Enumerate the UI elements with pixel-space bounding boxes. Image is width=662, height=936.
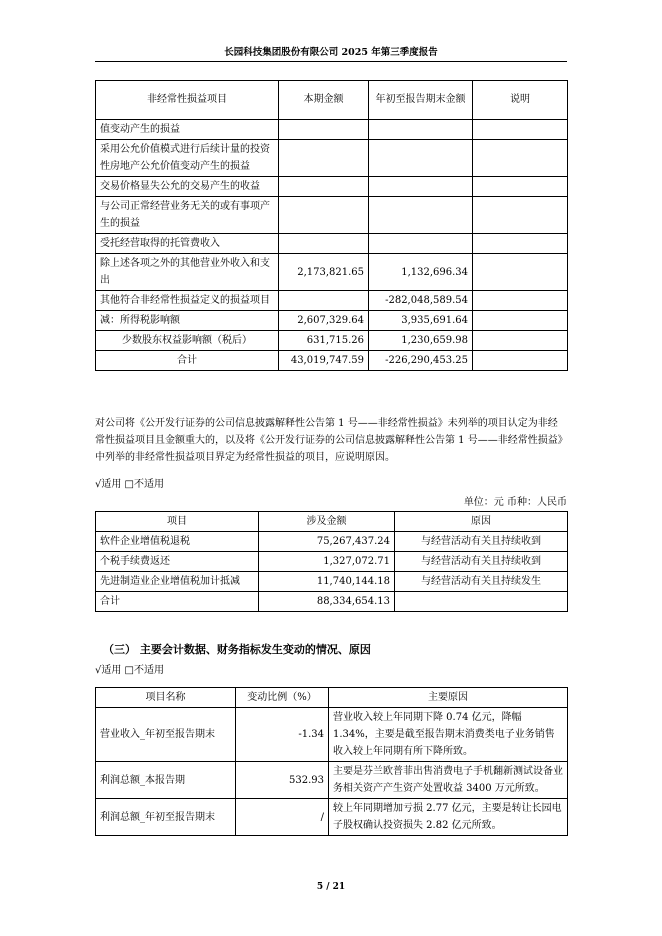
row-amount: 1,327,072.71 (259, 552, 395, 572)
unit-label: 单位：元 币种：人民币 (463, 497, 567, 508)
recurring-items-table (95, 511, 568, 612)
change-reasons-table (95, 687, 568, 836)
row-ytd: -226,290,453.25 (369, 351, 473, 371)
applicable-checkbox-line: √适用 □不适用 (95, 665, 164, 676)
row-reason: 营业收入较上年同期下降 0.74 亿元，降幅 1.34%，主要是截至报告期末消费类电子业务销售收入较上年同期有所下降所致。 (329, 708, 568, 762)
row-current (279, 197, 369, 234)
table-row (96, 120, 568, 140)
row-ytd (369, 234, 473, 254)
row-ytd (369, 120, 473, 140)
row-ytd (369, 177, 473, 197)
row-note (473, 234, 568, 254)
table-row (96, 799, 568, 836)
table-row (96, 234, 568, 254)
row-item: 少数股东权益影响额（税后） (96, 331, 279, 351)
row-reason: 主要是芬兰欧普菲出售消费电子手机翻新测试设备业务相关资产产生资产处置收益 3400 万元所致。 (329, 762, 568, 799)
row-ytd: 1,230,659.98 (369, 331, 473, 351)
row-ytd (369, 197, 473, 234)
row-note (473, 197, 568, 234)
row-item: 交易价格显失公允的交易产生的收益 (96, 177, 279, 197)
row-reason (395, 592, 568, 612)
section-title: （三） 主要会计数据、财务指标发生变动的情况、原因 (103, 643, 371, 656)
col-header-item: 项目名称 (96, 688, 236, 708)
row-item: 软件企业增值税退税 (96, 532, 259, 552)
table-header-row (96, 81, 568, 120)
col-header-item: 项目 (96, 512, 259, 532)
row-reason: 与经营活动有关且持续收到 (395, 532, 568, 552)
row-reason: 较上年同期增加亏损 2.77 亿元，主要是转让长园电子股权确认投资损失 2.82 亿元所致。 (329, 799, 568, 836)
row-item: 与公司正常经营业务无关的或有事项产生的损益 (96, 197, 279, 234)
table-row (96, 708, 568, 762)
row-note (473, 331, 568, 351)
table-row (96, 291, 568, 311)
row-current: 631,715.26 (279, 331, 369, 351)
col-header-ytd: 年初至报告期末金额 (369, 81, 473, 120)
row-item: 值变动产生的损益 (96, 120, 279, 140)
col-header-reason: 主要原因 (329, 688, 568, 708)
col-header-current: 本期金额 (279, 81, 369, 120)
row-reason: 与经营活动有关且持续收到 (395, 552, 568, 572)
applicable-checkbox-line: √适用 □不适用 (95, 479, 164, 490)
row-note (473, 140, 568, 177)
row-current: 43,019,747.59 (279, 351, 369, 371)
row-current: 2,173,821.65 (279, 254, 369, 291)
table-row (96, 140, 568, 177)
row-note (473, 254, 568, 291)
row-note (473, 291, 568, 311)
header-divider (95, 61, 567, 62)
row-amount: 88,334,654.13 (259, 592, 395, 612)
row-item: 除上述各项之外的其他营业外收入和支出 (96, 254, 279, 291)
row-item: 利润总额_本报告期 (96, 762, 236, 799)
table-row (96, 552, 568, 572)
row-current (279, 234, 369, 254)
table-row (96, 254, 568, 291)
col-header-ratio: 变动比例（%） (236, 688, 329, 708)
row-item: 营业收入_年初至报告期末 (96, 708, 236, 762)
table-row (96, 331, 568, 351)
col-header-amount: 涉及金额 (259, 512, 395, 532)
row-ratio: -1.34 (236, 708, 329, 762)
row-ytd: -282,048,589.54 (369, 291, 473, 311)
row-item: 先进制造业企业增值税加计抵减 (96, 572, 259, 592)
col-header-reason: 原因 (395, 512, 568, 532)
row-item: 个税手续费返还 (96, 552, 259, 572)
row-current (279, 291, 369, 311)
row-amount: 75,267,437.24 (259, 532, 395, 552)
non-recurring-gains-table (95, 80, 568, 371)
row-item: 采用公允价值模式进行后续计量的投资性房地产公允价值变动产生的损益 (96, 140, 279, 177)
row-current: 2,607,329.64 (279, 311, 369, 331)
col-header-note: 说明 (473, 81, 568, 120)
row-note (473, 177, 568, 197)
row-note (473, 311, 568, 331)
table-row (96, 532, 568, 552)
col-header-item: 非经常性损益项目 (96, 81, 279, 120)
row-current (279, 140, 369, 177)
row-ratio: / (236, 799, 329, 836)
row-current (279, 177, 369, 197)
row-ytd: 1,132,696.34 (369, 254, 473, 291)
table-row (96, 197, 568, 234)
table-row (96, 572, 568, 592)
row-item: 受托经营取得的托管费收入 (96, 234, 279, 254)
row-note (473, 351, 568, 371)
row-item: 减：所得税影响额 (96, 311, 279, 331)
row-current (279, 120, 369, 140)
row-item: 利润总额_年初至报告期末 (96, 799, 236, 836)
table-total-row (96, 592, 568, 612)
row-ytd (369, 140, 473, 177)
row-item: 其他符合非经常性损益定义的损益项目 (96, 291, 279, 311)
row-amount: 11,740,144.18 (259, 572, 395, 592)
explanation-paragraph: 对公司将《公开发行证券的公司信息披露解释性公告第 1 号——非经常性损益》未列举的项目认定为非经常性损益项目且金额重大的，以及将《公开发行证券的公司信息披露解释性公告第 1 号——非经常性损益》中列举的非经常性损益项目界定为经常性损益的项目，应说明原因。 (95, 418, 563, 463)
row-item: 合计 (96, 592, 259, 612)
row-reason: 与经营活动有关且持续发生 (395, 572, 568, 592)
table-row (96, 177, 568, 197)
row-note (473, 120, 568, 140)
table-header-row (96, 688, 568, 708)
report-header: 长园科技集团股份有限公司 2025 年第三季度报告 (224, 47, 438, 58)
table-header-row (96, 512, 568, 532)
row-ratio: 532.93 (236, 762, 329, 799)
table-total-row (96, 351, 568, 371)
page-number: 5 / 21 (316, 882, 346, 892)
row-item: 合计 (96, 351, 279, 371)
row-ytd: 3,935,691.64 (369, 311, 473, 331)
table-row (96, 762, 568, 799)
table-row (96, 311, 568, 331)
